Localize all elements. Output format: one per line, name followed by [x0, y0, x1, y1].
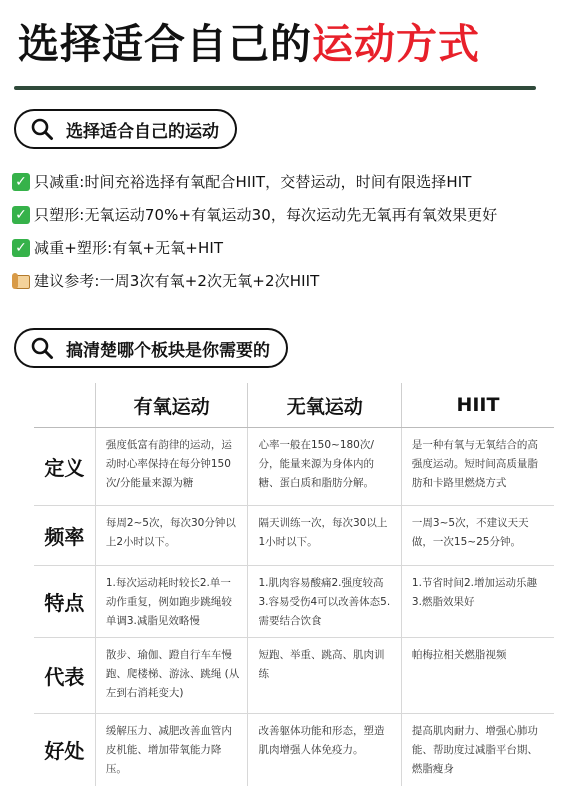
table-cell: 隔天训练一次，每次30以上1小时以下。 — [248, 506, 401, 566]
column-header: 有氧运动 — [95, 383, 248, 428]
table-cell: 每周2~5次，每次30分钟以上2小时以下。 — [95, 506, 248, 566]
magnifier-icon — [30, 117, 54, 141]
page-title — [18, 16, 480, 72]
table-corner — [34, 383, 95, 428]
title-highlight: 运动方式 — [312, 20, 480, 68]
section-pill-which — [14, 328, 288, 368]
table-cell: 短跑、举重、跳高、肌肉训练 — [248, 638, 401, 714]
row-label: 好处 — [44, 739, 85, 764]
bullet-text: 只减重:时间充裕选择有氧配合HIIT，交替运动，时间有限选择HIT — [34, 173, 472, 191]
table-cell: 散步、瑜伽、蹬自行车车慢跑、爬楼梯、游泳、跳绳 (从左到右消耗变大) — [95, 638, 248, 714]
bullet-list — [12, 165, 582, 297]
bullet-item — [12, 264, 582, 297]
title-underline — [14, 86, 536, 90]
table-row — [34, 566, 554, 638]
row-label: 频率 — [34, 506, 95, 566]
column-header: 无氧运动 — [248, 383, 401, 428]
table-header-row — [34, 383, 554, 428]
table-cell: 1.肌肉容易酸痛2.强度较高3.容易受伤4可以改善体态5.需要结合饮食 — [248, 566, 401, 638]
column-header: HIIT — [401, 383, 554, 428]
table-row — [34, 714, 554, 786]
bullet-item — [12, 165, 582, 198]
table-cell: 1.节省时间2.增加运动乐趣3.燃脂效果好 — [401, 566, 554, 638]
bullet-text: 建议参考:一周3次有氧+2次无氧+2次HIIT — [34, 272, 320, 290]
scroll-icon — [12, 273, 30, 289]
check-icon: ✓ — [12, 239, 30, 257]
table-row — [34, 428, 554, 506]
check-icon: ✓ — [12, 173, 30, 191]
table-row — [34, 506, 554, 566]
title-main: 选择适合自己的 — [18, 20, 312, 68]
table-cell: 一周3~5次，不建议天天做，一次15~25分钟。 — [401, 506, 554, 566]
check-icon: ✓ — [12, 206, 30, 224]
table-cell: 缓解压力、减肥改善血管内皮机能、增加带氧能力降压。 — [95, 714, 248, 786]
bullet-item — [12, 231, 582, 264]
bullet-text: 只塑形:无氧运动70%+有氧运动30，每次运动先无氧再有氧效果更好 — [34, 206, 498, 224]
table-cell: 强度低富有韵律的运动，运动时心率保持在每分钟150次/分能量来源为糖 — [95, 428, 248, 506]
row-label: 代表 — [34, 638, 95, 714]
magnifier-icon — [30, 336, 54, 360]
bullet-item — [12, 198, 582, 231]
row-label: 特点 — [34, 566, 95, 638]
table-cell: 帕梅拉相关燃脂视频 — [401, 638, 554, 714]
bullet-text: 减重+塑形:有氧+无氧+HIT — [34, 239, 224, 257]
table-cell: 是一种有氧与无氧结合的高强度运动。短时间高质量脂肪和卡路里燃烧方式 — [401, 428, 554, 506]
table-cell: 改善躯体功能和形态，塑造肌肉增强人体免疫力。 — [248, 714, 401, 786]
table-cell: 心率一般在150~180次/分，能量来源为身体内的糖、蛋白质和脂肪分解。 — [248, 428, 401, 506]
comparison-table — [34, 383, 554, 786]
table-cell: 1.每次运动耗时较长2.单一动作重复，例如跑步跳绳较单调3.减脂见效略慢 — [95, 566, 248, 638]
table-cell: 提高肌肉耐力、增强心肺功能、帮助度过减脂平台期、燃脂瘦身 — [401, 714, 554, 786]
table-row — [34, 638, 554, 714]
section-pill-choose — [14, 109, 237, 149]
section-pill-text: 搞清楚哪个板块是你需要的 — [66, 340, 270, 361]
row-label: 定义 — [34, 428, 95, 506]
section-pill-text: 选择适合自己的运动 — [66, 121, 219, 142]
